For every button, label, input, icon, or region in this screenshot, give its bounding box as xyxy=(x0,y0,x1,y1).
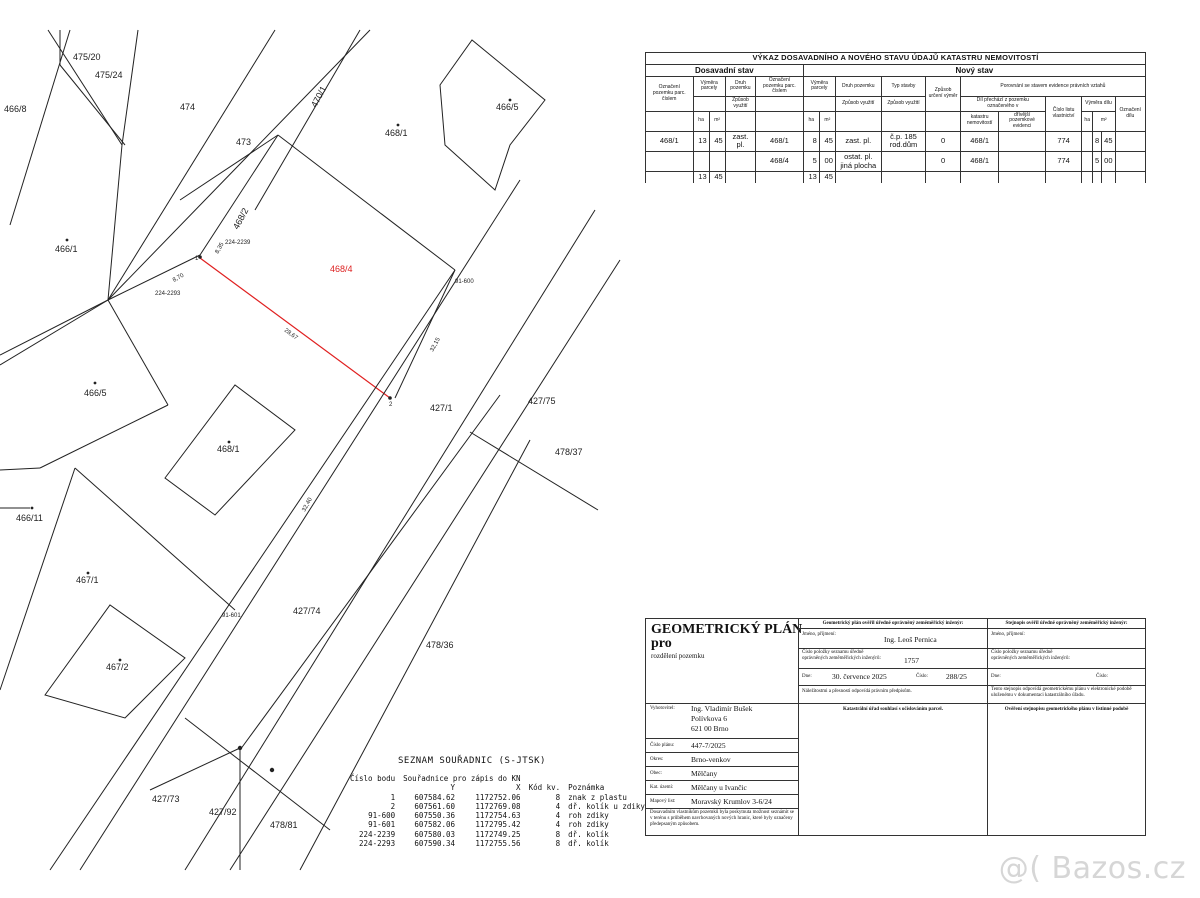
distance-label: 8,70 xyxy=(172,272,186,284)
coordinate-row: 91-600 607550.36 1172754.63 4 roh zdiky xyxy=(368,811,609,821)
parcel-label: 474 xyxy=(180,102,196,112)
verification-date: 30. července 2025 xyxy=(832,672,887,681)
col-header: Typ stavby xyxy=(881,76,926,96)
unit: ha xyxy=(693,111,709,131)
table-sum-row: 13 45 13 45 xyxy=(646,172,1146,183)
boundary-line xyxy=(75,468,235,610)
parcel-dot xyxy=(87,572,90,575)
section-new: Nový stav xyxy=(803,64,1145,76)
municipality: Mělčany xyxy=(691,769,718,778)
coordinate-row: 2 607561.60 1172769.08 4 dř. kolík u zdiky xyxy=(390,801,645,811)
road-line xyxy=(185,210,595,870)
parcel-label: 475/24 xyxy=(95,70,123,80)
parcel-label: 478/81 xyxy=(270,820,298,830)
vykaz-title: VÝKAZ DOSAVADNÍHO A NOVÉHO STAVU ÚDAJŮ KATASTRU NEMOVITOSTÍ xyxy=(646,53,1146,65)
col-header: Způsob určení výměr xyxy=(926,76,960,111)
parcel-dot xyxy=(119,659,122,662)
parcel-dot xyxy=(31,507,34,510)
unit: ha xyxy=(1082,111,1093,131)
parcel-label: 427/73 xyxy=(152,794,180,804)
col-header: Druh pozemku xyxy=(725,76,755,96)
distance-label: 32,15 xyxy=(429,336,442,353)
col-header: Způsob využití xyxy=(725,97,755,112)
point-label: 91-600 xyxy=(455,279,474,285)
parcel-label: 427/74 xyxy=(293,606,321,616)
district: Brno-venkov xyxy=(691,755,731,764)
boundary-line xyxy=(185,718,330,830)
cadastral-area: Mělčany u Ivančic xyxy=(691,783,747,792)
parcel-label: 466/11 xyxy=(16,513,43,523)
parcel-label: 468/1 xyxy=(217,444,240,454)
boundary-line xyxy=(255,30,360,210)
col-header: Označení pozemku parc. číslem xyxy=(756,76,804,96)
col-header: Označení dílu xyxy=(1115,97,1146,132)
parcel-label: 478/37 xyxy=(555,447,583,457)
point-label: 224-2239 xyxy=(225,240,251,246)
unit: m² xyxy=(1092,111,1115,131)
building-outline xyxy=(440,40,545,190)
parcel-label: 467/2 xyxy=(106,662,129,672)
boundary-line xyxy=(40,405,168,468)
boundary-line xyxy=(108,300,168,405)
boundary-line xyxy=(108,30,370,300)
section-old: Dosavadní stav xyxy=(646,64,804,76)
coordinate-row: 91-601 607582.06 1172795.42 4 roh zdiky xyxy=(368,820,609,830)
point-label: 1 xyxy=(195,256,199,262)
col-header: katastru nemovitostí xyxy=(960,111,999,131)
plan-purpose: rozdělení pozemku xyxy=(651,652,705,660)
boundary-line xyxy=(200,135,278,255)
parcel-label: 466/5 xyxy=(496,102,519,112)
new-boundary-line xyxy=(200,258,390,398)
verification-number: 288/25 xyxy=(946,672,967,681)
parcel-label-new: 468/4 xyxy=(330,264,353,274)
boundary-line xyxy=(470,432,598,510)
parcel-label: 427/1 xyxy=(430,403,453,413)
boundary-line xyxy=(0,468,75,690)
col-header: Druh pozemku xyxy=(835,76,881,96)
boundary-line xyxy=(0,300,108,355)
boundary-line xyxy=(278,135,455,270)
parcel-label: 475/20 xyxy=(73,52,101,62)
coordinate-list-title: SEZNAM SOUŘADNIC (S-JTSK) xyxy=(398,756,546,766)
col-header: Výměra dílu xyxy=(1082,97,1115,112)
col-header: Výměra parcely xyxy=(693,76,725,96)
parcel-dot xyxy=(66,239,69,242)
col-header: Označení pozemku parc. číslem xyxy=(646,76,694,111)
unit: m² xyxy=(709,111,725,131)
plan-title: GEOMETRICKÝ PLÁN xyxy=(651,622,803,637)
parcel-label: 427/92 xyxy=(209,807,237,817)
watermark-logo: @( Bazos.cz xyxy=(998,851,1186,886)
distance-label: 28,67 xyxy=(282,327,299,342)
coordinate-row: 224-2239 607580.03 1172749.25 8 dř. kolík xyxy=(359,829,609,839)
verifier-number: 1757 xyxy=(904,656,919,665)
boundary-line xyxy=(108,145,122,300)
point-label: 224-2293 xyxy=(155,291,181,297)
point-label: 91-601 xyxy=(222,613,241,619)
parcel-dot xyxy=(509,99,512,102)
boundary-line xyxy=(0,300,108,365)
title-block: GEOMETRICKÝ PLÁN pro rozdělení pozemku Geometrický plán ověřil úředně oprávněný zeměměřický inženýr: Jméno, příjmení: Ing. Leoš Pernica Číslo položky seznamu úředně oprávněných zeměměřických inženýrů: 1757 Dne: 30. července 2025 Číslo: 288/25 Náležitostmi a přesností odpovídá právním předpisům. Stejnopis ověřil úředně oprávněný zeměměřický inženýr: Jméno, příjmení: Číslo položky seznamu úředně oprávněných zeměměřických inženýrů: Dne: Číslo: Tento stejnopis odpovídá geometrickému plánu v elektronické podobě uloženému v dokumentaci katastrálního úřadu. Vyhotovitel: Ing. Vladimír Bušek Polívkova 6 621 00 Brno Číslo plánu: 447-7/2025 Okres: Brno-venkov Obec: Mělčany Kat. území: Mělčany u Ivančic Mapový list: Moravský Krumlov 3-6/24 Dosavadním vlastníkům pozemků byla poskytnuta možnost seznámit se v terénu s průběhem navrhovaných nových hranic, které byly označeny předepsaným způsobem. Katastrální úřad souhlasí s očíslováním parcel. Ověření stejnopisu geometrického plánu v listinné podobě xyxy=(645,618,1146,836)
parcel-label: 466/1 xyxy=(55,244,78,254)
col-header: Porovnání se stavem evidence právních vztahů xyxy=(960,76,1145,96)
road-line xyxy=(240,395,500,750)
table-row: 468/1 13 45 zast. pl. 468/1 8 45 zast. pl. č.p. 185 rod.dům 0 468/1 774 8 45 xyxy=(646,131,1146,151)
distance-label: 32,40 xyxy=(301,496,314,513)
survey-point xyxy=(270,768,274,772)
parcel-label: 427/75 xyxy=(528,396,556,406)
map-sheet: Moravský Krumlov 3-6/24 xyxy=(691,797,772,806)
survey-point xyxy=(238,746,242,750)
boundary-line xyxy=(10,30,70,225)
boundary-line xyxy=(395,270,455,398)
table-row: 468/4 5 00 ostat. pl. jiná plocha 0 468/1 774 5 00 xyxy=(646,152,1146,172)
parcel-dot xyxy=(94,382,97,385)
parcel-label: 468/2 xyxy=(230,206,251,231)
boundary-line xyxy=(122,30,138,145)
plan-title-pro: pro xyxy=(651,636,672,651)
parcel-label: 478/36 xyxy=(426,640,454,650)
verifier-name: Ing. Leoš Pernica xyxy=(884,635,937,644)
author-name: Ing. Vladimír Bušek xyxy=(691,704,753,713)
col-header: Výměra parcely xyxy=(803,76,835,96)
col-header: Číslo listu vlastnictví xyxy=(1045,97,1082,132)
point-label: 2 xyxy=(389,402,393,408)
unit: m² xyxy=(819,111,835,131)
parcel-label: 466/8 xyxy=(4,104,27,114)
parcel-dot xyxy=(397,124,400,127)
boundary-line xyxy=(0,468,40,470)
parcel-label: 467/1 xyxy=(76,575,99,585)
vykaz-table xyxy=(645,52,1146,183)
boundary-line xyxy=(180,135,278,200)
parcel-label: 470/1 xyxy=(308,84,329,109)
road-line xyxy=(80,180,520,870)
col-header: Díl přechází z pozemku označeného v xyxy=(960,97,1045,112)
plan-number: 447-7/2025 xyxy=(691,741,726,750)
col-header: Způsob využití xyxy=(835,97,881,112)
distance-label: 8,35 xyxy=(214,241,226,255)
parcel-label: 466/5 xyxy=(84,388,107,398)
parcel-label: 468/1 xyxy=(385,128,408,138)
coordinate-row: 1 607584.62 1172752.06 8 znak z plastu xyxy=(390,792,627,802)
col-header: dřívější pozemkové evidenci xyxy=(999,111,1045,131)
coordinate-row: 224-2293 607590.34 1172755.56 8 dř. kolík xyxy=(359,839,609,849)
boundary-line xyxy=(150,748,240,790)
parcel-label: 473 xyxy=(236,137,252,147)
survey-point xyxy=(388,396,392,400)
parcel-dot xyxy=(228,441,231,444)
unit: ha xyxy=(803,111,819,131)
survey-point xyxy=(198,255,202,259)
col-header: Způsob využití xyxy=(881,97,926,112)
